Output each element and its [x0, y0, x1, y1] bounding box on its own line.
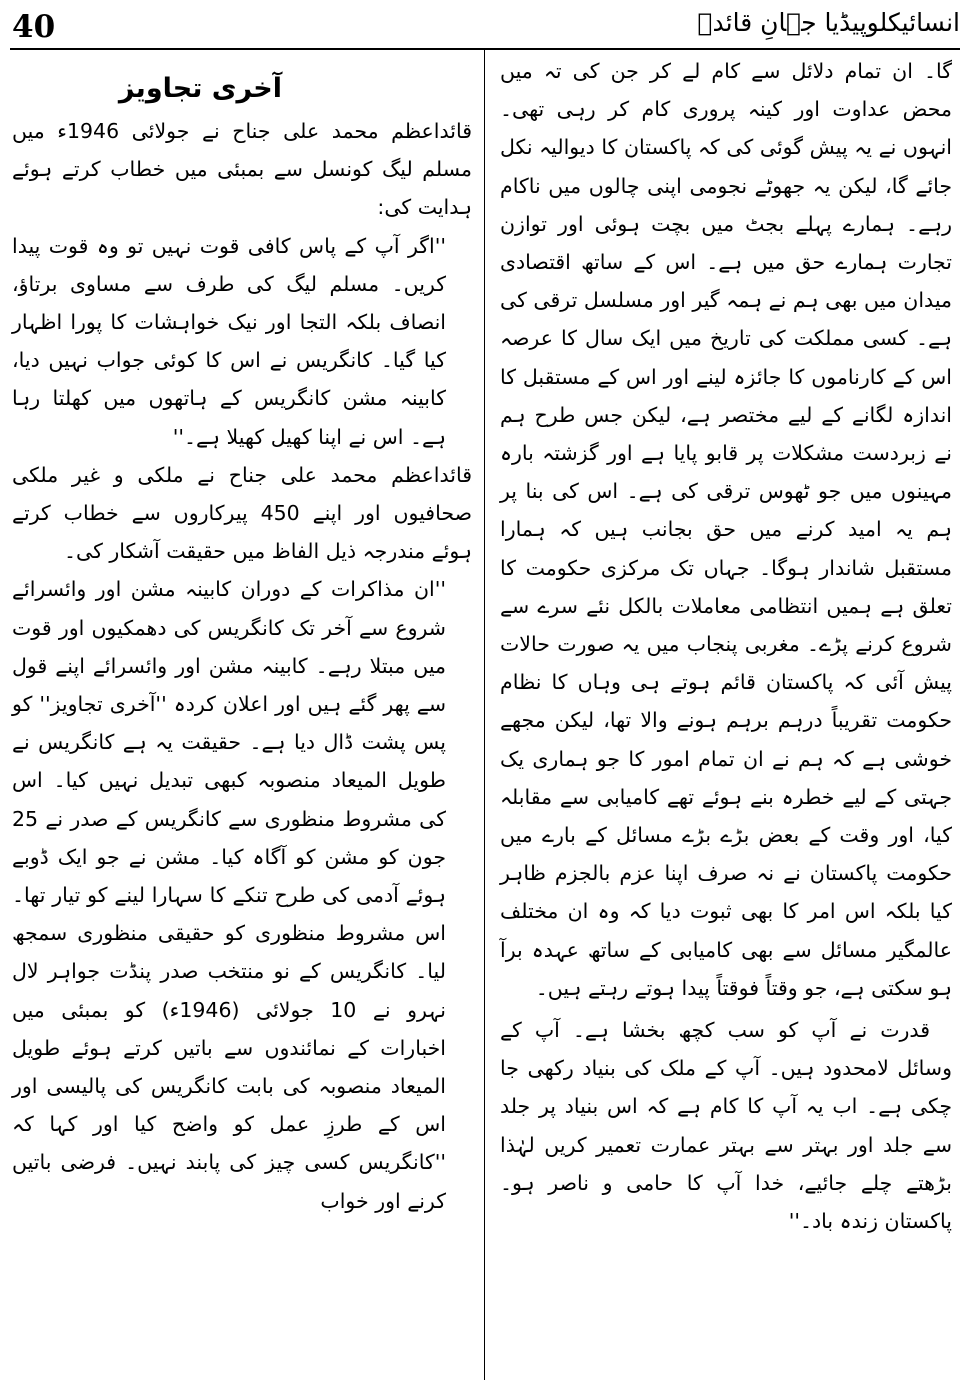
page-number: 40: [12, 9, 56, 45]
header-rule: [10, 48, 960, 50]
intro-paragraph-1: قائداعظم محمد علی جناح نے جولائی 1946ء میں مسلم لیگ کونسل سے بمبئی میں خطاب کرتے ہوئے ہدایت کی:: [12, 119, 472, 220]
left-column: [12, 52, 472, 1220]
right-paragraph-2: قدرت نے آپ کو سب کچھ بخشا ہے۔ آپ کے وسائل لامحدود ہیں۔ آپ کے ملک کی بنیاد رکھی جا چکی ہے۔ اب یہ آپ کا کام ہے کہ اس بنیاد پر جلد سے جلد اور بہتر سے بہتر عمارت تعمیر کریں لہٰذا بڑھتے چلے جائیے، خدا آپ کا حامی و ناصر ہو۔ پاکستان زندہ باد۔'': [500, 1018, 952, 1234]
section-heading: آخری تجاویز: [118, 73, 282, 104]
running-title: انسائیکلوپیڈیا جہانِ قائدؒ: [697, 8, 960, 37]
intro-paragraph-2: قائداعظم محمد علی جناح نے ملکی و غیر ملکی صحافیوں اور اپنے 450 پیرکاروں سے خطاب کرتے ہوئے مندرجہ ذیل الفاظ میں حقیقت آشکار کی۔: [12, 462, 472, 564]
right-column: [500, 52, 952, 1240]
quote-block-2: ''ان مذاکرات کے دوران کابینہ مشن اور وائسرائے شروع سے آخر تک کانگریس کی دھمکیوں اور قوت میں مبتلا رہے۔ کابینہ مشن اور وائسرائے اپنے قول سے پھر گئے ہیں اور اعلان کردہ ''آخری تجاویز'' کو پس پشت ڈال دیا ہے۔ حقیقت یہ ہے کانگریس نے طویل المیعاد منصوبہ کبھی تبدیل نہیں کیا۔ اس کی مشروط منظوری سے کانگریس کے صدر نے 25 جون کو مشن کو آگاہ کیا۔ مشن نے جو ایک ڈوبے ہوئے آدمی کی طرح تنکے کا سہارا لینے کو تیار تھا۔ اس مشروط منظوری کو حقیقی منظوری سمجھ لیا۔ کانگریس کے نو منتخب صدر پنڈت جواہر لال نہرو نے 10 جولائی (1946ء) کو بمبئی میں اخبارات کے نمائندوں سے باتیں کرتے ہوئے طویل المیعاد منصوبہ کی بابت کانگریس کی پالیسی اور اس کے طرزِ عمل کو واضح کیا اور کہا کہ ''کانگریس کسی چیز کی پابند نہیں۔ فرضی باتیں کرنے اور خواب: [12, 577, 447, 1213]
right-paragraph-1: گا۔ ان تمام دلائل سے کام لے کر جن کی تہ میں محض عداوت اور کینہ پروری کام کر رہی تھی۔ انہوں نے یہ پیش گوئی کی کہ پاکستان کا دیوالیہ نکل جائے گا، لیکن یہ جھوٹے نجومی اپنی چالوں میں ناکام رہے۔ ہمارے پہلے بجٹ میں بچت ہوئی اور توازن تجارت ہمارے حق میں ہے۔ اس کے ساتھ اقتصادی میدان میں بھی ہم نے ہمہ گیر اور مسلسل ترقی کی ہے۔ کسی مملکت کی تاریخ میں ایک سال کا عرصہ اس کے کارناموں کا جائزہ لینے اور اس کے مستقبل کا اندازہ لگانے کے لیے مختصر ہے، لیکن جس طرح ہم نے زبردست مشکلات پر قابو پایا ہے اور گزشتہ بارہ مہینوں میں جو ٹھوس ترقی کی ہے۔ اس کی بنا پر ہم یہ امید کرنے میں حق بجانب ہیں کہ ہمارا مستقبل شاندار ہوگا۔ جہاں تک مرکزی حکومت کا تعلق ہے ہمیں انتظامی معاملات بالکل نئے سرے سے شروع کرنے پڑے۔ مغربی پنجاب میں یہ صورت حالات پیش آئی کہ پاکستان قائم ہوتے ہی وہاں کا نظام حکومت تقریباً درہم برہم ہونے والا تھا، لیکن مجھے خوشی ہے کہ ہم نے ان تمام امور کا جو ہماری یک جہتی کے لیے خطرہ بنے ہوئے تھے کامیابی سے مقابلہ کیا، اور وقت کے بعض بڑے بڑے مسائل کے بارے میں حکومت پاکستان نے نہ صرف اپنا عزم بالجزم ظاہر کیا بلکہ اس امر کا بھی ثبوت دیا کہ وہ ان مختلف عالمگیر مسائل سے بھی کامیابی کے ساتھ عہدہ برآ ہو سکتی ہے، جو وقتاً فوقتاً پیدا ہوتے رہتے ہیں۔: [500, 59, 952, 1000]
page-header: [0, 0, 968, 46]
quote-block-1: ''اگر آپ کے پاس کافی قوت نہیں تو وہ قوت پیدا کریں۔ مسلم لیگ کی طرف سے مساوی برتاؤ، انصاف بلکہ التجا اور نیک خواہشات کا پورا اظہار کیا گیا۔ کانگریس نے اس کا کوئی جواب نہیں دیا، کابینہ مشن کانگریس کے ہاتھوں میں کھلتا رہا ہے۔ اس نے اپنا کھیل کھیلا ہے۔'': [12, 233, 446, 449]
column-divider: [484, 50, 485, 1380]
